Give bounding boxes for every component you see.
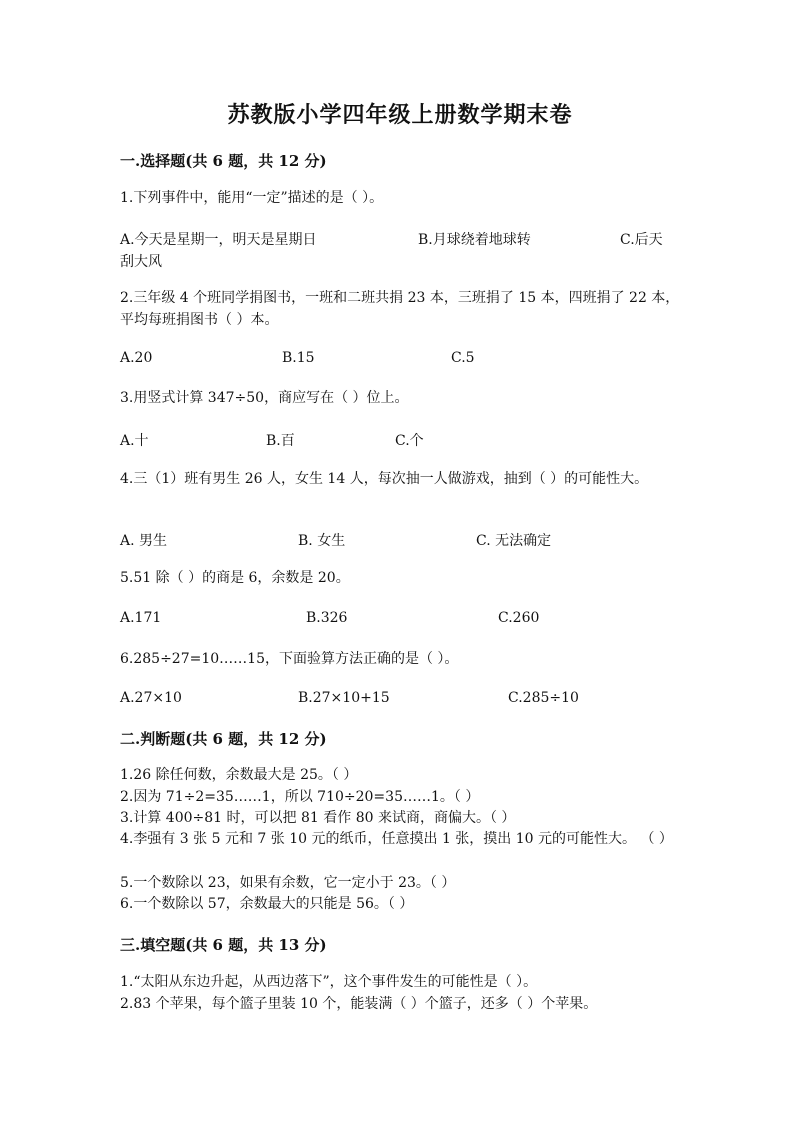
question-4: 4.三（1）班有男生 26 人，女生 14 人，每次抽一人做游戏，抽到（ ）的可能性大。 <box>120 471 649 487</box>
q1-option-c: C.后天 <box>620 232 663 248</box>
q5-option-a: A.171 <box>120 610 162 626</box>
section-heading-choice: 一.选择题(共 6 题，共 12 分) <box>120 152 327 170</box>
question-1: 1.下列事件中，能用“一定”描述的是（ ）。 <box>120 190 384 206</box>
page-title: 苏教版小学四年级上册数学期末卷 <box>227 102 573 128</box>
q5-option-c: C.260 <box>498 610 540 626</box>
q3-option-a: A.十 <box>120 433 149 449</box>
section-heading-true-false: 二.判断题(共 6 题，共 12 分) <box>120 730 327 748</box>
fill-item-2: 2.83 个苹果，每个篮子里装 10 个，能装满（ ）个篮子，还多（ ）个苹果。 <box>120 996 598 1012</box>
fill-item-1: 1.“太阳从东边升起，从西边落下”，这个事件发生的可能性是（ ）。 <box>120 974 538 990</box>
q6-option-a: A.27×10 <box>120 690 182 706</box>
question-5: 5.51 除（ ）的商是 6，余数是 20。 <box>120 570 350 586</box>
q3-option-c: C.个 <box>395 433 424 449</box>
q1-option-a: A.今天是星期一，明天是星期日 <box>120 232 317 248</box>
section-heading-fill-blank: 三.填空题(共 6 题，共 13 分) <box>120 936 327 954</box>
tf-item-4: 4.李强有 3 张 5 元和 7 张 10 元的纸币，任意摸出 1 张，摸出 10 元的可能性大。 （ ） <box>120 831 673 847</box>
q1-option-c-continuation: 刮大风 <box>120 254 162 270</box>
q6-option-b: B.27×10+15 <box>298 690 390 706</box>
q2-option-a: A.20 <box>120 350 153 366</box>
tf-item-5: 5.一个数除以 23，如果有余数，它一定小于 23。（ ） <box>120 875 456 891</box>
question-3: 3.用竖式计算 347÷50，商应写在（ ）位上。 <box>120 390 409 406</box>
tf-item-1: 1.26 除任何数，余数最大是 25。（ ） <box>120 767 358 783</box>
question-2: 2.三年级 4 个班同学捐图书，一班和二班共捐 23 本，三班捐了 15 本，四班捐了 22 本，平均每班捐图书（ ）本。 <box>120 290 680 328</box>
q4-option-a: A. 男生 <box>120 533 168 549</box>
tf-item-3: 3.计算 400÷81 时，可以把 81 看作 80 来试商，商偏大。（ ） <box>120 810 516 826</box>
q2-option-c: C.5 <box>451 350 475 366</box>
q1-option-b: B.月球绕着地球转 <box>418 232 531 248</box>
q5-option-b: B.326 <box>306 610 348 626</box>
tf-item-6: 6.一个数除以 57，余数最大的只能是 56。（ ） <box>120 896 414 912</box>
q2-option-b: B.15 <box>282 350 315 366</box>
question-6: 6.285÷27=10……15，下面验算方法正确的是（ ）。 <box>120 651 459 667</box>
q6-option-c: C.285÷10 <box>508 690 579 706</box>
q4-option-c: C. 无法确定 <box>476 533 552 549</box>
q3-option-b: B.百 <box>266 433 295 449</box>
q4-option-b: B. 女生 <box>298 533 346 549</box>
tf-item-2: 2.因为 71÷2=35……1，所以 710÷20=35……1。（ ） <box>120 789 480 805</box>
